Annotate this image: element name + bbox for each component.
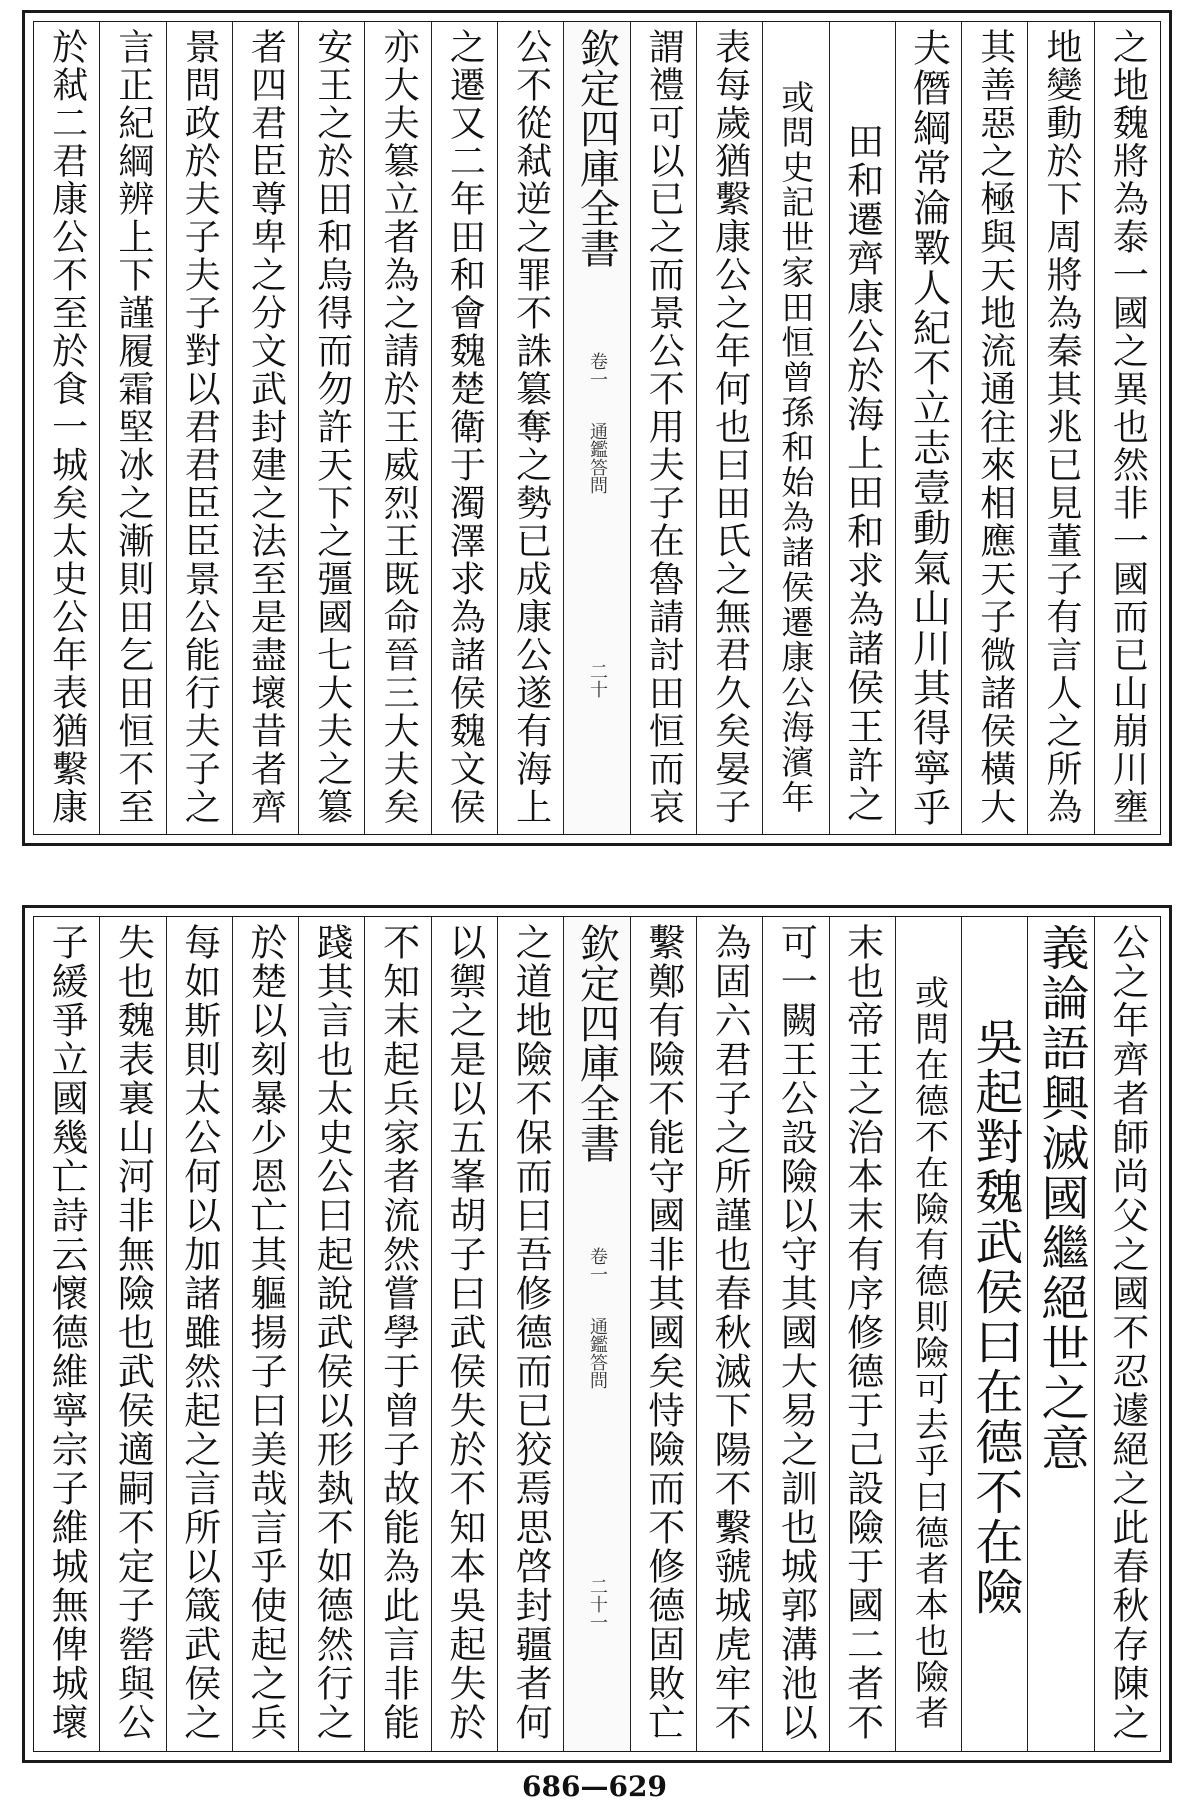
text-column: 之道地險不保而曰吾修德而已狡焉思啓封疆者何 (497, 917, 563, 1751)
text-column: 不知末起兵家者流然嘗學于曾子故能為此言非能 (364, 917, 430, 1751)
text-column: 於弒二君康公不至於食一城矣太史公年表猶繫康 (46, 28, 88, 826)
text-column: 繫鄭有險不能守國非其國矣恃險而不修德固敗亡 (630, 917, 696, 1751)
text-column: 言正紀綱辨上下謹履霜堅冰之漸則田乞田恒不至 (99, 22, 165, 834)
margin-volume: 卷一 (586, 352, 608, 388)
text-column: 以禦之是以五峯胡子曰武侯失於不知本吳起失於 (431, 917, 497, 1751)
text-column: 景問政於夫子夫子對以君君臣臣景公能行夫子之 (166, 22, 232, 834)
margin-title: 通鑑答問 (586, 422, 608, 494)
margin-title: 通鑑答問 (586, 1317, 608, 1389)
text-column: 於楚以刻暴少恩亡其軀揚子曰美哉言乎使起之兵 (232, 917, 298, 1751)
top-page-columns (34, 22, 1160, 834)
text-column: 或問在德不在險有德則險可去乎曰德者本也險者 (895, 917, 961, 1751)
text-column: 末也帝王之治本末有序修德于己設險于國二者不 (829, 917, 895, 1751)
text-column: 安王之於田和烏得而勿許天下之彊國七大夫之簒 (298, 22, 364, 834)
page-margin-column (563, 22, 629, 834)
text-column: 每如斯則太公何以加諸雖然起之言所以箴武侯之 (166, 917, 232, 1751)
margin-page: 二十 (586, 662, 608, 698)
bottom-page-frame (33, 916, 1161, 1752)
text-column: 夫僭綱常淪斁人紀不立志壹動氣山川其得寧乎 (895, 22, 961, 834)
page-number-footer: 686—629 (522, 1770, 667, 1803)
text-column: 地變動於下周將為秦其兆已見董子有言人之所為 (1027, 22, 1093, 834)
top-page (22, 10, 1172, 846)
book-title: 欽定四庫全書 (573, 923, 620, 1163)
text-column: 之地魏將為泰一國之異也然非一國而已山崩川壅 (1094, 22, 1160, 834)
text-column: 可一闕王公設險以守其國大易之訓也城郭溝池以 (762, 917, 828, 1751)
margin-page: 二十一 (586, 1577, 608, 1631)
text-column: 其善惡之極與天地流通往來相應天子微諸侯橫大 (961, 22, 1027, 834)
bottom-page (22, 905, 1172, 1763)
section-heading-column: 吳起對魏武侯曰在德不在險 (961, 917, 1027, 1751)
text-column: 表每歲猶繫康公之年何也曰田氏之無君久矣晏子 (696, 22, 762, 834)
text-column: 謂禮可以已之而景公不用夫子在魯請討田恒而哀 (630, 22, 696, 834)
top-page-frame (33, 21, 1161, 835)
text-column: 亦大夫簒立者為之請於王威烈王既命晉三大夫矣 (364, 22, 430, 834)
text-column: 失也魏表裏山河非無險也武侯適嗣不定子罃與公 (99, 917, 165, 1751)
text-column: 或問史記世家田恒曾孫和始為諸侯遷康公海濱年 (762, 22, 828, 834)
text-column: 公之年齊者師尚父之國不忍遽絕之此春秋存陳之 (1094, 917, 1160, 1751)
margin-volume: 卷一 (586, 1247, 608, 1283)
page-margin-column (563, 917, 629, 1751)
text-column: 義論語興滅國繼絕世之意 (1027, 917, 1093, 1751)
text-column: 踐其言也太史公曰起說武侯以形埶不如德然行之 (298, 917, 364, 1751)
text-column: 公不從弒逆之罪不誅簒奪之勢已成康公遂有海上 (497, 22, 563, 834)
book-title: 欽定四庫全書 (573, 28, 620, 268)
section-heading-column: 田和遷齊康公於海上田和求為諸侯王許之 (829, 22, 895, 834)
text-column: 者四君臣尊卑之分文武封建之法至是盡壞昔者齊 (232, 22, 298, 834)
text-column: 為固六君子之所謹也春秋滅下陽不繫虢城虎牢不 (696, 917, 762, 1751)
bottom-page-columns (34, 917, 1160, 1751)
text-column: 子緩爭立國幾亡詩云懷德維寧宗子維城無俾城壞 (45, 923, 89, 1742)
text-column: 之遷又二年田和會魏楚衛于濁澤求為諸侯魏文侯 (431, 22, 497, 834)
